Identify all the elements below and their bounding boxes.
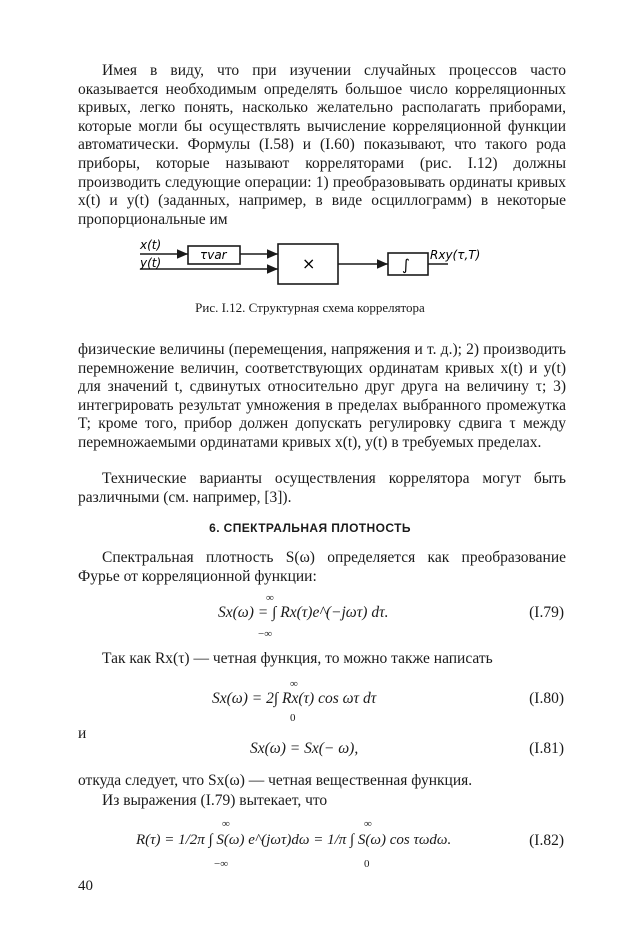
page-number: 40: [78, 878, 93, 894]
paragraph-variants: Технические варианты осуществления коррелятора могут быть различными (см. например, [3]).: [78, 470, 566, 506]
eq80-lower-limit: 0: [290, 712, 296, 724]
eq80-upper-limit: ∞: [290, 678, 298, 690]
figure-caption: Рис. I.12. Структурная схема коррелятора: [195, 300, 425, 315]
equation-I82: R(τ) = 1/2π ∫ S(ω) e^(jωτ)dω = 1/π ∫ S(ω) cos τωdω.: [136, 832, 452, 848]
eq82-lower-limit-1: −∞: [214, 858, 229, 870]
multiply-symbol: ×: [302, 254, 316, 273]
integral-symbol: ∫: [402, 256, 410, 274]
eq79-upper-limit: ∞: [266, 592, 274, 604]
correlator-block-diagram: [130, 236, 500, 292]
paragraph-from-expression: Из выражения (I.79) вытекает, что: [102, 792, 328, 809]
eq79-lower-limit: −∞: [258, 628, 273, 640]
equation-I81: Sx(ω) = Sx(− ω),: [250, 740, 359, 757]
y-input-label: y(t): [140, 256, 162, 270]
equation-number-I81: (I.81): [529, 740, 564, 757]
paragraph-correlator-ops: физические величины (перемещения, напряжения и т. д.); 2) производить перемножение величин, соответствующих ординатам кривых x(t) и y(t) для значений t, сдвинутых относительно друг друга на величину τ; 3) интегрировать результат умножения в пределах выбранного промежутка T; кроме того, прибор должен допускать регулировку сдвига τ между перемножаемыми ординатами кривых x(t), y(t) в требуемых пределах.: [78, 341, 566, 451]
eq82-upper-limit-2: ∞: [364, 818, 372, 830]
x-input-label: x(t): [140, 238, 162, 252]
equation-number-I80: (I.80): [529, 690, 564, 707]
equation-I79: Sx(ω) = ∫ Rx(τ)e^(−jωτ) dτ.: [218, 604, 389, 621]
equation-I80: Sx(ω) = 2∫ Rx(τ) cos ωτ dτ: [212, 690, 377, 707]
paragraph-correlator-intro: Имея в виду, что при изучении случайных процессов часто оказывается необходимым определять большое число корреляционных кривых, легко понять, насколько желательно располагать приборами, которые могли бы осуществлять вычисление корреляционной функции автоматически. Формулы (I.58) и (I.60) показывают, что такого рода приборы, которые называют корреляторами (рис. I.12) должны производить следующие операции: 1) преобразовывать ординаты кривых x(t) и y(t) (заданных, например, в виде осциллограмм) в некоторые пропорциональные им: [78, 62, 566, 228]
eq82-lower-limit-2: 0: [364, 858, 370, 870]
paragraph-spectral-def: Спектральная плотность S(ω) определяется как преобразование Фурье от корреляционной функции:: [78, 549, 566, 585]
paragraph-even-function: Так как Rx(τ) — четная функция, то можно также написать: [102, 650, 493, 667]
output-label: Rxy(τ,T): [430, 248, 481, 262]
equation-number-I79: (I.79): [529, 604, 564, 621]
section-heading: 6. СПЕКТРАЛЬНАЯ ПЛОТНОСТЬ: [209, 521, 411, 535]
eq82-upper-limit-1: ∞: [222, 818, 230, 830]
delay-label: τvar: [200, 248, 227, 262]
conjunction-and: и: [78, 725, 87, 742]
paragraph-real-function: откуда следует, что Sx(ω) — четная вещественная функция.: [78, 772, 473, 789]
equation-number-I82: (I.82): [529, 832, 564, 849]
